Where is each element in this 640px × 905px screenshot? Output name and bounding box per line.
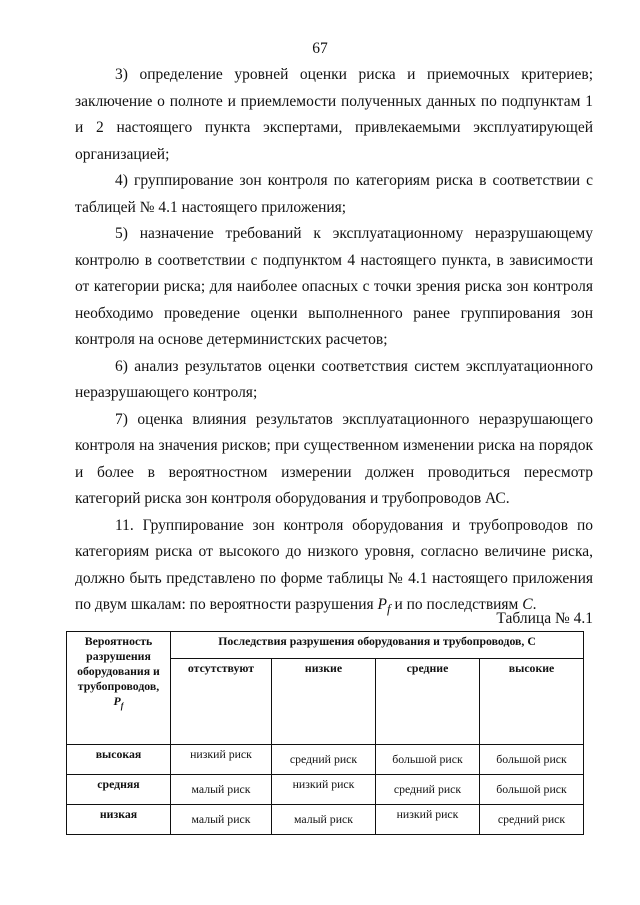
table-cell: низкий риск [376, 805, 480, 835]
table-header-row [67, 632, 584, 659]
table-cell: большой риск [480, 775, 584, 805]
table-cell: средний риск [376, 775, 480, 805]
column-header: средние [376, 659, 480, 745]
symbol-pf: $P_f$ [377, 596, 391, 617]
table-row [67, 775, 584, 805]
table-cell: большой риск [480, 745, 584, 775]
table-caption: Таблица № 4.1 [496, 610, 593, 627]
paragraph-11-middle: и по последствиям [390, 596, 523, 613]
symbol-c: C [522, 596, 533, 613]
row-header-label: Вероятность разрушения оборудования и трубопроводов, [77, 634, 160, 693]
table-cell: малый риск [171, 775, 272, 805]
table-cell: средний риск [480, 805, 584, 835]
column-header: отсутствуют [171, 659, 272, 745]
paragraph-11-text: 11. Группирование зон контроля оборудования и трубопроводов по категориям риска от высокого до низкого уровня, согласно величине риска, должно быть представлено по форме таблицы № 4.1 настоящего приложения по двум шкалам: по вероятности разрушения [75, 516, 593, 613]
table-cell: большой риск [376, 745, 480, 775]
paragraph-item-3: 3) определение уровней оценки риска и приемочных критериев; заключение о полноте и приемлемости полученных данных по подпунктам 1 и 2 настоящего пункта экспертами, привлекаемыми эксплуатирующей организацией; [75, 66, 593, 163]
risk-category-table [66, 631, 584, 835]
table-cell: малый риск [171, 805, 272, 835]
row-label: высокая [67, 745, 171, 775]
column-group-header: Последствия разрушения оборудования и трубопроводов, C [171, 632, 584, 659]
paragraph-11-end: . [532, 596, 537, 613]
paragraph-item-4: 4) группирование зон контроля по категориям риска в соответствии с таблицей № 4.1 настоящего приложения; [75, 172, 593, 216]
row-label: средняя [67, 775, 171, 805]
table-cell: малый риск [272, 805, 376, 835]
table-row [67, 805, 584, 835]
paragraph-item-6: 6) анализ результатов оценки соответствия систем эксплуатационного неразрушающего контроля; [75, 357, 593, 401]
column-header: высокие [480, 659, 584, 745]
document-body [75, 62, 593, 623]
paragraph-11 [75, 513, 593, 623]
row-label: низкая [67, 805, 171, 835]
row-header-cell [67, 632, 171, 745]
paragraph-item-5: 5) назначение требований к эксплуатационному неразрушающему контролю в соответствии с подпунктом 4 настоящего пункта, в зависимости от категории риска; для наиболее опасных с точки зрения риска зон контроля необходимо проведение оценки выполненного ранее группирования зон контроля на основе детерминистских расчетов; [75, 225, 593, 348]
column-header: низкие [272, 659, 376, 745]
table-cell: средний риск [272, 745, 376, 775]
paragraph-item-7: 7) оценка влияния результатов эксплуатационного неразрушающего контроля на значения рисков; при существенном изменении риска на порядок и более в вероятностном измерении должен проводиться пересмотр категорий риска зон контроля оборудования и трубопроводов АС. [75, 410, 593, 507]
page-number: 67 [312, 40, 328, 57]
table-cell: низкий риск [272, 775, 376, 805]
table-cell: низкий риск [171, 745, 272, 775]
row-header-symbol: $P_f$ [113, 694, 124, 711]
table-row [67, 745, 584, 775]
